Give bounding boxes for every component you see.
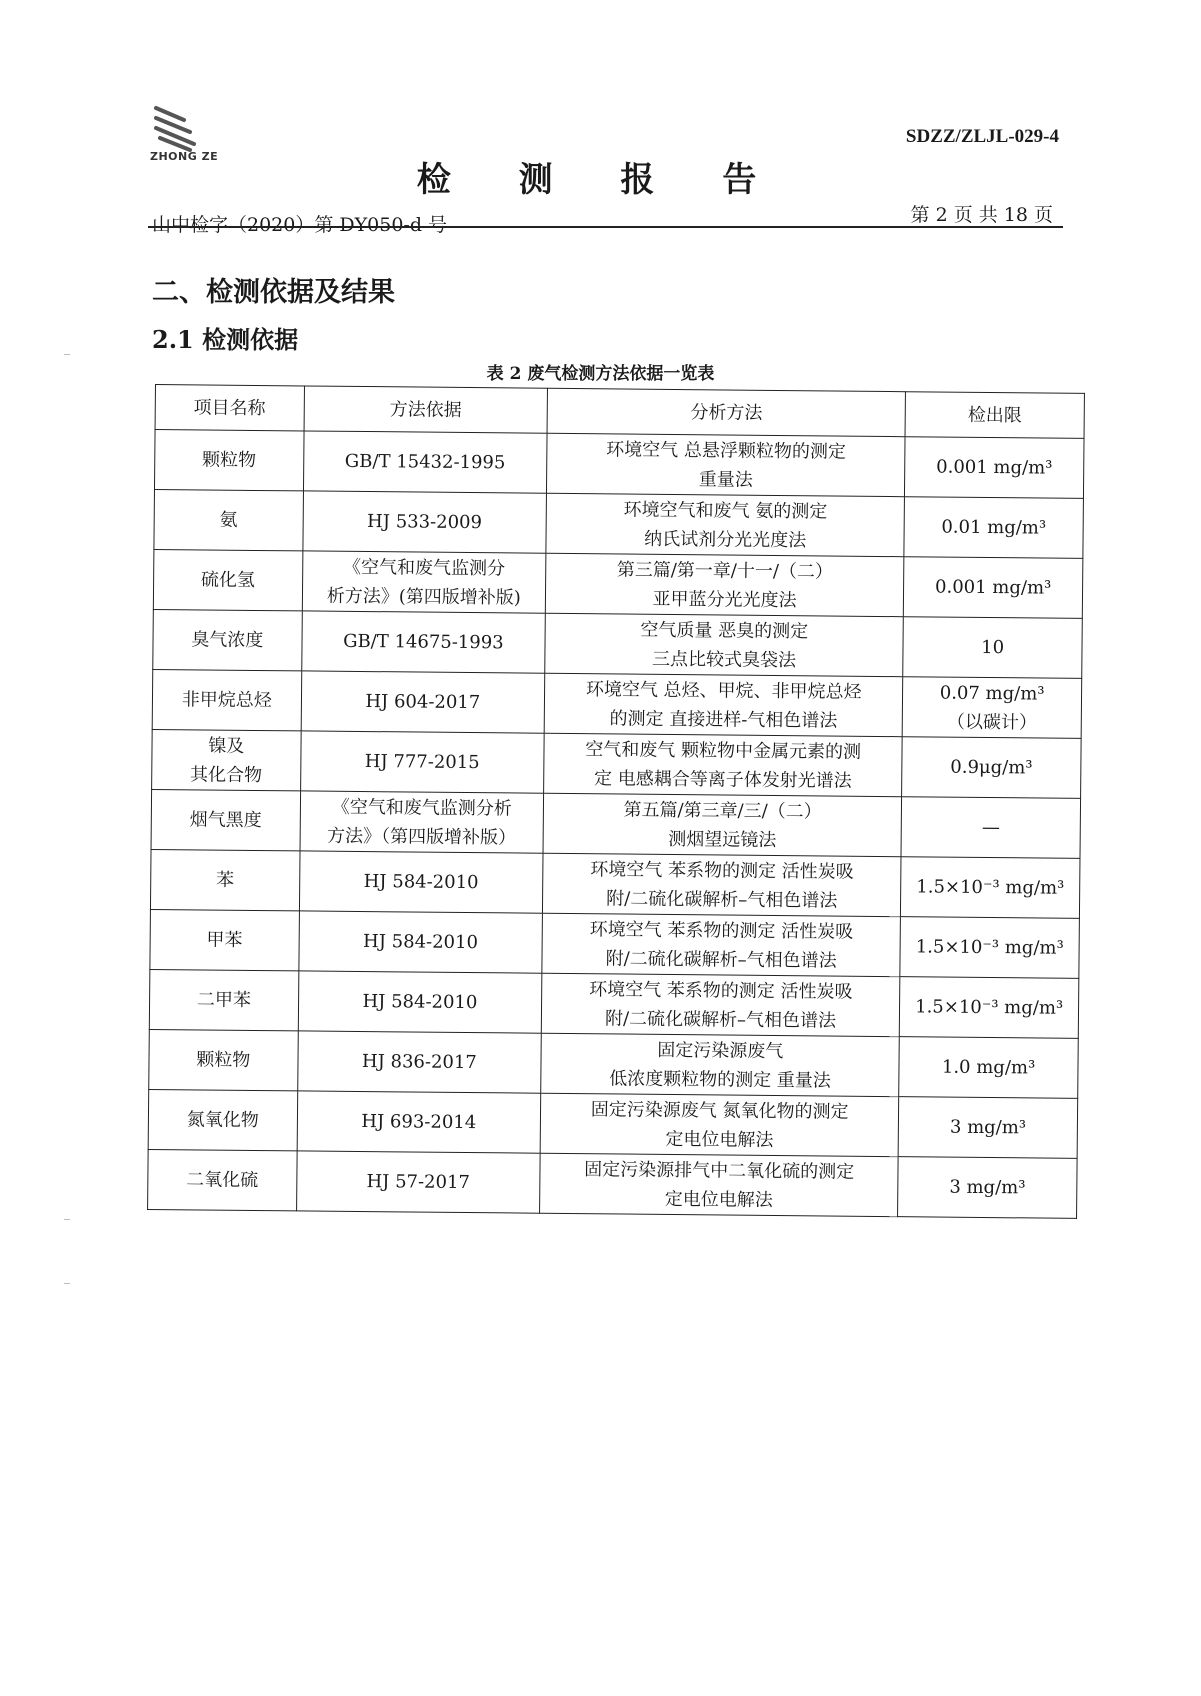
cell-method: 第五篇/第三章/三/（二） 测烟望远镜法 (543, 793, 902, 856)
cell-basis: GB/T 14675-1993 (301, 611, 545, 673)
document-code: SDZZ/ZLJL-029-4 (905, 126, 1059, 147)
cell-limit: 0.001 mg/m³ (904, 557, 1083, 619)
table-row (154, 430, 1084, 499)
table-row (154, 489, 1084, 558)
table-row (151, 789, 1081, 858)
cell-item: 臭气浓度 (153, 609, 302, 670)
header-basis: 方法依据 (304, 386, 548, 433)
cell-item: 镍及 其化合物 (152, 729, 301, 790)
scan-mark (64, 354, 70, 355)
cell-method: 环境空气 总悬浮颗粒物的测定 重量法 (547, 433, 906, 496)
scan-mark (64, 1283, 70, 1284)
table-row (152, 729, 1082, 798)
cell-limit: 10 (903, 617, 1082, 679)
table-row (153, 549, 1083, 618)
cell-basis: HJ 693-2014 (297, 1091, 541, 1153)
cell-limit: — (901, 797, 1080, 859)
cell-item: 氮氧化物 (148, 1089, 297, 1150)
methods-table (147, 384, 1085, 1219)
cell-limit: 0.9μg/m³ (902, 737, 1081, 799)
cell-method: 环境空气 苯系物的测定 活性炭吸 附/二硫化碳解析–气相色谱法 (541, 973, 900, 1036)
cell-basis: HJ 777-2015 (300, 731, 544, 793)
cell-method: 空气质量 恶臭的测定 三点比较式臭袋法 (545, 613, 904, 676)
cell-item: 氨 (154, 489, 303, 550)
table-row (149, 1029, 1079, 1098)
cell-limit: 1.0 mg/m³ (899, 1037, 1078, 1099)
cell-method: 环境空气和废气 氨的测定 纳氏试剂分光光度法 (546, 493, 905, 556)
page-indicator: 第 2 页 共 18 页 (910, 204, 1053, 226)
logo-text: ZHONG ZE (150, 150, 219, 163)
cell-method: 环境空气 苯系物的测定 活性炭吸 附/二硫化碳解析–气相色谱法 (543, 853, 902, 916)
cell-basis: 《空气和废气监测分 析方法》(第四版增补版) (302, 551, 546, 613)
cell-method: 环境空气 苯系物的测定 活性炭吸 附/二硫化碳解析–气相色谱法 (542, 913, 901, 976)
cell-item: 硫化氢 (153, 549, 302, 610)
scan-mark (64, 1219, 70, 1220)
cell-basis: HJ 57-2017 (296, 1151, 540, 1213)
cell-item: 甲苯 (150, 909, 299, 970)
cell-item: 苯 (150, 849, 299, 910)
section-title: 二、检测依据及结果 (152, 277, 395, 308)
report-number: 山中检字（2020）第 DY050-d 号 (152, 214, 448, 236)
cell-method: 空气和废气 颗粒物中金属元素的测 定 电感耦合等离子体发射光谱法 (544, 733, 903, 796)
cell-item: 二甲苯 (149, 969, 298, 1030)
header-limit: 检出限 (905, 392, 1084, 439)
table-row (152, 669, 1082, 738)
subsection-title: 2.1 检测依据 (152, 325, 299, 354)
cell-method: 环境空气 总烃、甲烷、非甲烷总烃 的测定 直接进样-气相色谱法 (544, 673, 903, 736)
cell-limit: 1.5×10⁻³ mg/m³ (899, 977, 1078, 1039)
cell-basis: HJ 584-2010 (299, 851, 543, 913)
table-body (148, 430, 1084, 1219)
cell-item: 二氧化硫 (148, 1149, 297, 1210)
cell-method: 固定污染源废气 低浓度颗粒物的测定 重量法 (541, 1033, 900, 1096)
cell-limit: 1.5×10⁻³ mg/m³ (900, 917, 1079, 979)
table-row (150, 909, 1080, 978)
header-divider (148, 226, 1063, 228)
cell-limit: 1.5×10⁻³ mg/m³ (901, 857, 1080, 919)
table-row (149, 969, 1079, 1038)
table-caption: 表 2 废气检测方法依据一览表 (486, 364, 715, 384)
cell-limit: 0.07 mg/m³ （以碳计） (902, 677, 1081, 739)
table-row (148, 1149, 1078, 1218)
cell-basis: HJ 604-2017 (301, 671, 545, 733)
cell-limit: 0.01 mg/m³ (904, 497, 1083, 559)
header-method: 分析方法 (547, 388, 906, 436)
cell-method: 固定污染源排气中二氧化硫的测定 定电位电解法 (540, 1153, 899, 1216)
report-title: 检 测 报 告 (416, 160, 785, 200)
cell-basis: HJ 836-2017 (297, 1031, 541, 1093)
cell-limit: 0.001 mg/m³ (905, 437, 1084, 499)
header-item: 项目名称 (155, 385, 304, 431)
table-row (153, 609, 1083, 678)
cell-limit: 3 mg/m³ (898, 1157, 1077, 1219)
table-row (150, 849, 1080, 918)
cell-limit: 3 mg/m³ (898, 1097, 1077, 1159)
cell-item: 烟气黑度 (151, 789, 300, 850)
cell-basis: HJ 584-2010 (298, 971, 542, 1033)
cell-basis: GB/T 15432-1995 (303, 431, 547, 493)
cell-item: 颗粒物 (149, 1029, 298, 1090)
cell-basis: HJ 533-2009 (303, 491, 547, 553)
cell-item: 非甲烷总烃 (152, 669, 301, 730)
cell-item: 颗粒物 (154, 430, 303, 491)
cell-method: 第三篇/第一章/十一/（二） 亚甲蓝分光光度法 (545, 553, 904, 616)
cell-method: 固定污染源废气 氮氧化物的测定 定电位电解法 (540, 1093, 899, 1156)
table-row (148, 1089, 1078, 1158)
cell-basis: 《空气和废气监测分析 方法》（第四版增补版） (300, 791, 544, 853)
cell-basis: HJ 584-2010 (298, 911, 542, 973)
